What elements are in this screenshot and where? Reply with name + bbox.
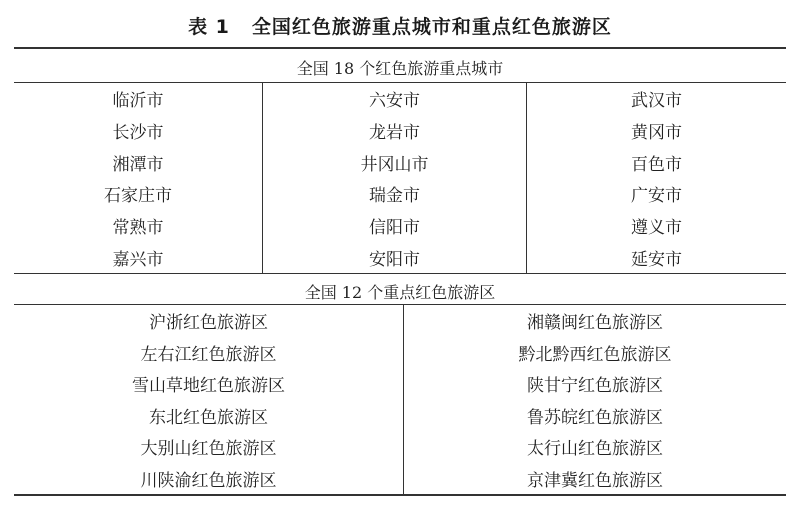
city-cell: 长沙市 xyxy=(112,122,164,143)
city-cell: 黄冈市 xyxy=(631,122,682,143)
city-cell: 湘潭市 xyxy=(112,154,164,175)
section2-head-rule xyxy=(14,304,786,305)
city-cell: 常熟市 xyxy=(112,218,164,239)
city-cell: 石家庄市 xyxy=(104,186,172,207)
zone-cell: 沪浙红色旅游区 xyxy=(149,313,268,333)
zone-cell: 湘赣闽红色旅游区 xyxy=(527,313,663,333)
city-cell: 延安市 xyxy=(631,250,682,270)
city-cell: 嘉兴市 xyxy=(112,250,164,270)
zone-cell: 雪山草地红色旅游区 xyxy=(132,376,285,397)
table-title xyxy=(0,12,800,39)
city-cell: 遵义市 xyxy=(631,218,682,239)
zone-cell: 太行山红色旅游区 xyxy=(527,439,663,460)
city-cell: 百色市 xyxy=(631,154,682,175)
city-cell: 临沂市 xyxy=(112,91,164,111)
city-cell: 武汉市 xyxy=(631,91,682,111)
bottom-rule xyxy=(14,494,786,496)
section1-heading: 全国 18 个红色旅游重点城市 xyxy=(296,59,504,78)
section1-head-rule xyxy=(14,82,786,83)
section2-heading: 全国 12 个重点红色旅游区 xyxy=(304,283,496,302)
city-cell: 瑞金市 xyxy=(369,186,420,207)
city-cell: 信阳市 xyxy=(369,218,420,239)
city-cell: 井冈山市 xyxy=(360,154,429,175)
zone-cell: 大别山红色旅游区 xyxy=(140,439,277,460)
zone-cell: 东北红色旅游区 xyxy=(149,407,268,428)
table-caption: 全国红色旅游重点城市和重点红色旅游区 xyxy=(251,16,612,38)
zone-cell: 川陕渝红色旅游区 xyxy=(140,471,277,491)
top-rule xyxy=(14,47,786,49)
city-cell: 六安市 xyxy=(369,91,420,111)
section2-top-rule xyxy=(14,273,786,274)
zone-cell: 鲁苏皖红色旅游区 xyxy=(527,407,663,428)
city-cell: 安阳市 xyxy=(369,250,420,270)
city-cell: 广安市 xyxy=(631,186,682,207)
table-number: 表 1 xyxy=(188,16,230,38)
city-cell: 龙岩市 xyxy=(369,122,420,143)
zone-cell: 左右江红色旅游区 xyxy=(140,344,277,365)
zone-cell: 陕甘宁红色旅游区 xyxy=(527,376,663,397)
zone-cell: 黔北黔西红色旅游区 xyxy=(518,344,672,365)
zone-cell: 京津冀红色旅游区 xyxy=(527,471,663,491)
